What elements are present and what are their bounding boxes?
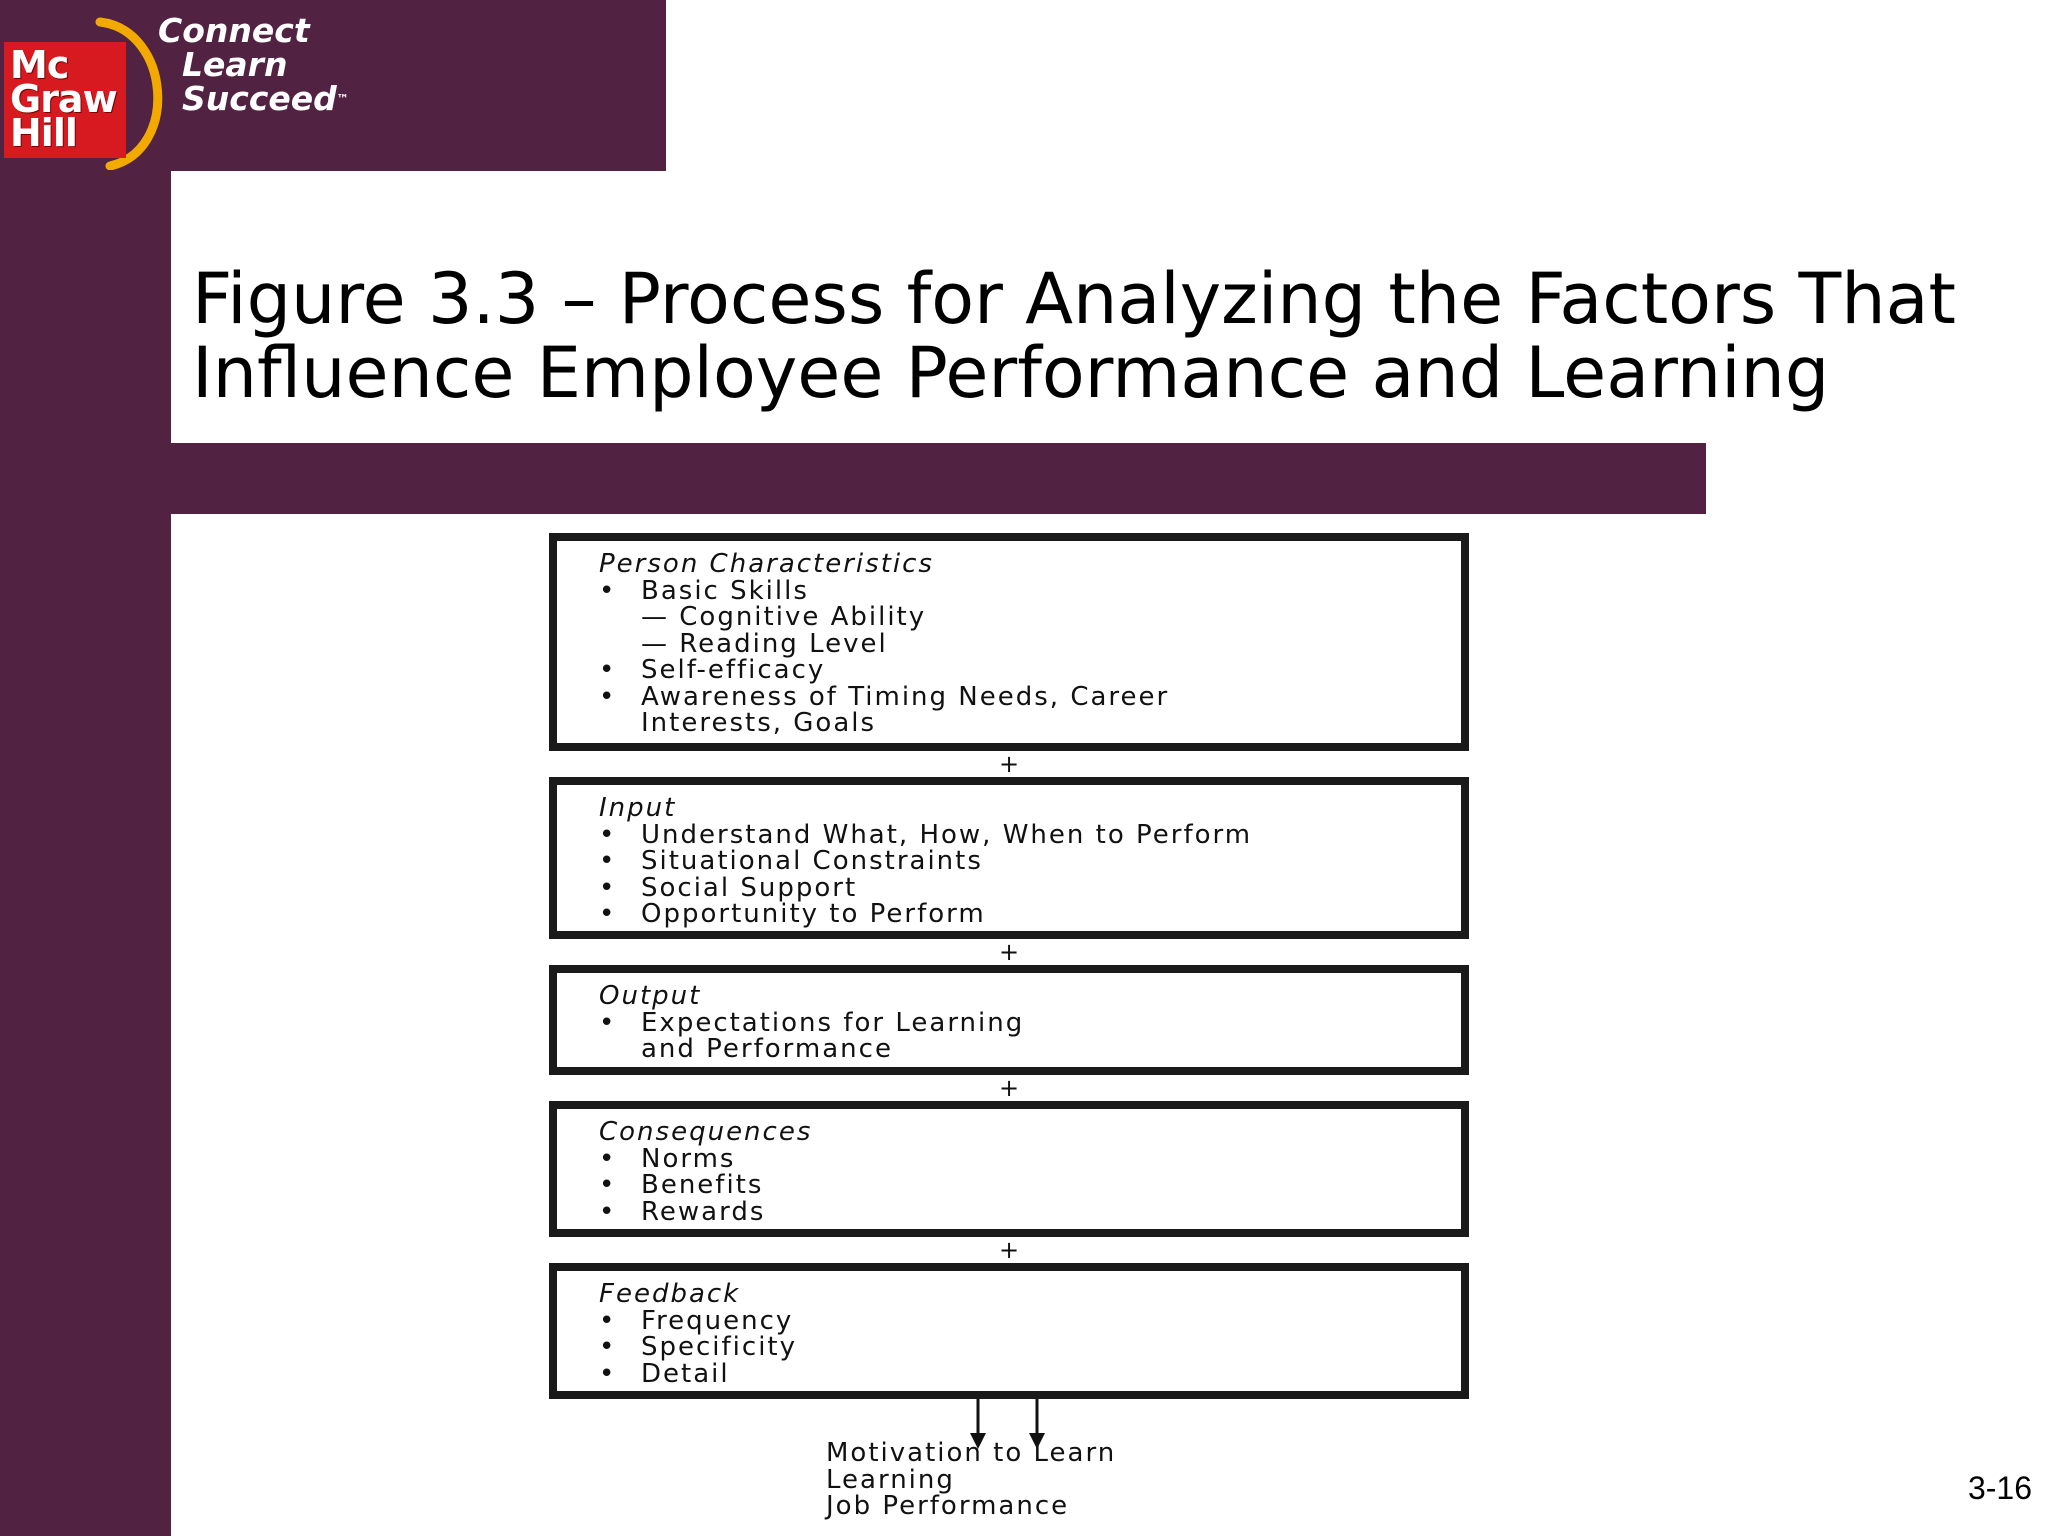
list-item-text: Opportunity to Perform <box>641 899 986 929</box>
list-item-text: Self-efficacy <box>641 655 826 685</box>
list-item <box>599 848 1441 875</box>
list-item <box>599 657 1441 684</box>
list-item <box>599 901 1441 928</box>
list-item-text: Awareness of Timing Needs, Career <box>641 681 1170 712</box>
list-item-text: Frequency <box>641 1305 794 1336</box>
list-item <box>599 604 1441 631</box>
logo-line: Graw <box>10 77 117 121</box>
bullet-icon: • <box>599 819 617 850</box>
list-item-text: — Reading Level <box>641 628 888 659</box>
list-item-text: Benefits <box>641 1170 764 1200</box>
bullet-icon: • <box>599 1305 617 1336</box>
list-item <box>599 1334 1441 1361</box>
box-input <box>549 777 1469 939</box>
box-heading: Input <box>599 793 677 823</box>
tagline-learn: Learn <box>182 45 288 84</box>
bullet-icon: • <box>599 872 617 903</box>
left-brand-bar <box>0 0 171 1536</box>
list-item-text: Specificity <box>641 1332 797 1362</box>
bullet-icon: • <box>599 575 617 606</box>
title-underline-band <box>171 443 1706 514</box>
box-heading: Consequences <box>599 1117 813 1147</box>
list-item <box>599 628 1441 659</box>
plus-connector: + <box>998 1074 1020 1102</box>
list-item-text: Basic Skills <box>641 575 809 606</box>
title-line: Figure 3.3 – Process for Analyzing the Factors That <box>192 258 1956 340</box>
tagline-connect: Connect <box>158 11 310 50</box>
list-item <box>599 1305 1441 1336</box>
mcgraw-hill-logo <box>0 8 360 168</box>
list-item-text: — Cognitive Ability <box>641 602 927 632</box>
box-heading: Person Characteristics <box>599 549 934 579</box>
plus-connector: + <box>998 938 1020 966</box>
bullet-icon: • <box>599 1143 617 1174</box>
bullet-icon: • <box>599 1007 617 1038</box>
list-item <box>599 872 1441 903</box>
list-item <box>599 1143 1441 1174</box>
bullet-icon: • <box>599 1332 617 1362</box>
list-item <box>599 1358 1441 1389</box>
box-list <box>599 1143 1441 1227</box>
box-heading: Feedback <box>599 1279 741 1309</box>
title-line: Influence Employee Performance and Learning <box>192 332 1830 414</box>
list-item-text: Situational Constraints <box>641 846 983 876</box>
logo-tagline <box>158 11 349 118</box>
list-item-text: Understand What, How, When to Perform <box>641 819 1253 850</box>
list-item-text: Social Support <box>641 872 858 903</box>
list-item-text: Detail <box>641 1358 730 1389</box>
list-item-text: Interests, Goals <box>641 708 877 738</box>
box-list <box>599 1007 1441 1064</box>
box-list <box>599 819 1441 929</box>
box-feedback <box>549 1263 1469 1399</box>
box-consequences <box>549 1101 1469 1237</box>
list-item <box>599 1196 1441 1227</box>
list-item-text: Rewards <box>641 1196 766 1227</box>
process-diagram <box>549 533 1469 1459</box>
list-item <box>599 575 1441 606</box>
bullet-icon: • <box>599 655 617 685</box>
outcome-item: Job Performance <box>826 1491 1070 1521</box>
outcome-item: Motivation to Learn <box>826 1438 1117 1468</box>
slide-number: 3-16 <box>1967 1470 2032 1506</box>
logo-wordmark <box>4 42 126 158</box>
box-list <box>599 575 1441 738</box>
box-person-characteristics <box>549 533 1469 751</box>
box-output <box>549 965 1469 1075</box>
outcome-item: Learning <box>826 1464 955 1495</box>
logo-line: Hill <box>10 111 77 155</box>
list-item <box>599 710 1441 737</box>
trademark-symbol: ™ <box>336 92 349 106</box>
list-item <box>599 681 1441 712</box>
list-item <box>599 819 1441 850</box>
list-item-text: and Performance <box>641 1034 893 1064</box>
list-item <box>599 1036 1441 1063</box>
bullet-icon: • <box>599 899 617 929</box>
box-list <box>599 1305 1441 1389</box>
list-item <box>599 1172 1441 1199</box>
bullet-icon: • <box>599 846 617 876</box>
plus-connector: + <box>998 750 1020 778</box>
list-item-text: Expectations for Learning <box>641 1007 1025 1038</box>
plus-connector: + <box>998 1236 1020 1264</box>
box-heading: Output <box>599 981 702 1011</box>
bullet-icon: • <box>599 1196 617 1227</box>
bullet-icon: • <box>599 681 617 712</box>
slide-title <box>192 258 2012 414</box>
tagline-succeed: Succeed <box>182 79 337 118</box>
bullet-icon: • <box>599 1358 617 1389</box>
list-item-text: Norms <box>641 1143 736 1174</box>
logo-line: Mc <box>10 43 69 87</box>
list-item <box>599 1007 1441 1038</box>
bullet-icon: • <box>599 1170 617 1200</box>
outcomes-list <box>826 1440 1116 1520</box>
tagline-succeed-line <box>158 79 349 118</box>
